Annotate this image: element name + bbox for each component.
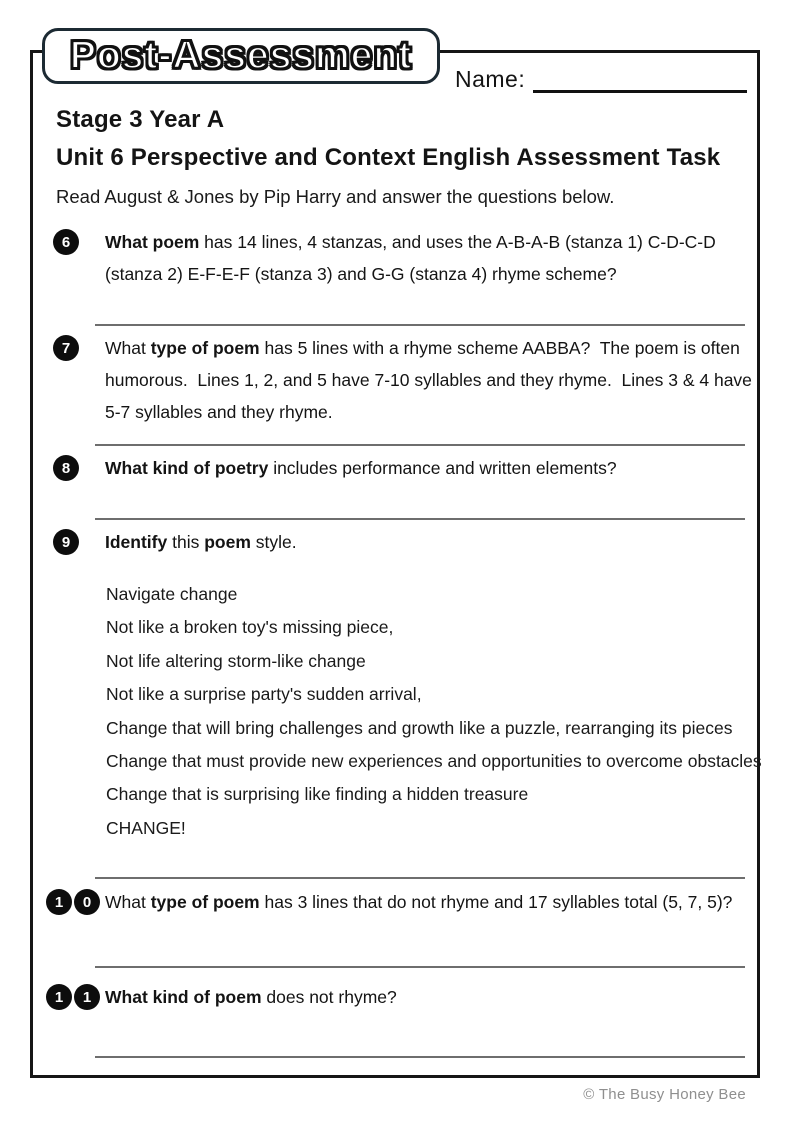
number-badge: 8 xyxy=(53,455,79,481)
question-8-text xyxy=(105,452,753,484)
question-separator xyxy=(95,518,745,520)
question-separator xyxy=(95,1056,745,1058)
question-text-segment: poem xyxy=(204,532,251,552)
name-field-row xyxy=(455,66,747,93)
question-text-segment: What xyxy=(105,338,151,358)
question-10-number-badge xyxy=(46,886,105,918)
poem-line: Change that must provide new experiences and opportunities to overcome obstacles xyxy=(106,751,762,772)
question-text-segment: includes performance and written elements? xyxy=(268,458,617,478)
question-text-segment: has 3 lines that do not rhyme and 17 syllables total (5, 7, 5)? xyxy=(259,892,733,912)
question-11-number-badge xyxy=(46,981,105,1013)
question-7-number-badge xyxy=(46,332,105,428)
question-separator xyxy=(95,877,745,879)
question-7-text xyxy=(105,332,757,428)
poem-line: Change that will bring challenges and growth like a puzzle, rearranging its pieces xyxy=(106,717,733,738)
question-separator xyxy=(95,324,745,326)
number-badge: 1 xyxy=(46,984,72,1010)
copyright-credit: © The Busy Honey Bee xyxy=(583,1086,746,1103)
name-label: Name: xyxy=(455,66,526,92)
poem-line: Not like a broken toy's missing piece, xyxy=(106,617,394,638)
question-text-segment: style. xyxy=(250,532,297,552)
number-badge: 9 xyxy=(53,529,79,555)
number-badge: 1 xyxy=(74,984,100,1010)
instruction-text: Read August & Jones by Pip Harry and answer the questions below. xyxy=(56,186,615,207)
question-text-segment: does not rhyme? xyxy=(261,987,397,1007)
question-separator xyxy=(95,966,745,968)
poem-line: Not life altering storm-like change xyxy=(106,650,366,671)
poem-stimulus xyxy=(106,578,762,845)
stage-heading: Stage 3 Year A xyxy=(56,106,225,133)
question-8 xyxy=(46,452,760,484)
question-text-segment: type of poem xyxy=(150,338,260,358)
question-text-segment: What kind of poetry xyxy=(105,458,269,478)
page-title: Post-Assessment xyxy=(69,34,413,77)
number-badge: 0 xyxy=(74,889,100,915)
question-text-segment: this xyxy=(167,532,205,552)
question-9-text xyxy=(105,526,753,558)
question-8-number-badge xyxy=(46,452,105,484)
question-separator xyxy=(95,444,745,446)
question-7 xyxy=(46,332,760,428)
poem-line: CHANGE! xyxy=(106,817,186,838)
unit-heading: Unit 6 Perspective and Context English Assessment Task xyxy=(56,144,721,171)
question-text-segment: has 14 lines, 4 stanzas, and uses the A-B-A-B (stanza 1) C-D-C-D (stanza 2) E-F-E-F (stanza 3) and G-G (stanza 4) rhyme scheme? xyxy=(105,232,721,284)
number-badge: 1 xyxy=(46,889,72,915)
number-badge: 7 xyxy=(53,335,79,361)
question-10 xyxy=(46,886,760,918)
question-text-segment: has 5 lines with a rhyme scheme AABBA? The poem is often humorous. Lines 1, 2, and 5 have 7-10 syllables and they rhyme. Lines 3 & 4 have 5-7 syllables and they rhyme. xyxy=(105,338,757,422)
question-text-segment: What poem xyxy=(105,232,200,252)
question-9-number-badge xyxy=(46,526,105,558)
question-10-text xyxy=(105,886,753,918)
question-9 xyxy=(46,526,760,558)
question-text-segment: What kind of poem xyxy=(105,987,262,1007)
question-6 xyxy=(46,226,760,290)
name-write-in-line xyxy=(533,67,747,93)
question-11 xyxy=(46,981,760,1013)
question-text-segment: What xyxy=(105,892,151,912)
question-text-segment: type of poem xyxy=(150,892,260,912)
poem-line: Change that is surprising like finding a hidden treasure xyxy=(106,784,529,805)
question-11-text xyxy=(105,981,753,1013)
poem-line: Not like a surprise party's sudden arrival, xyxy=(106,684,422,705)
question-6-text xyxy=(105,226,753,290)
question-6-number-badge xyxy=(46,226,105,290)
poem-line: Navigate change xyxy=(106,584,238,604)
question-text-segment: Identify xyxy=(105,532,168,552)
number-badge: 6 xyxy=(53,229,79,255)
title-banner xyxy=(42,28,440,84)
